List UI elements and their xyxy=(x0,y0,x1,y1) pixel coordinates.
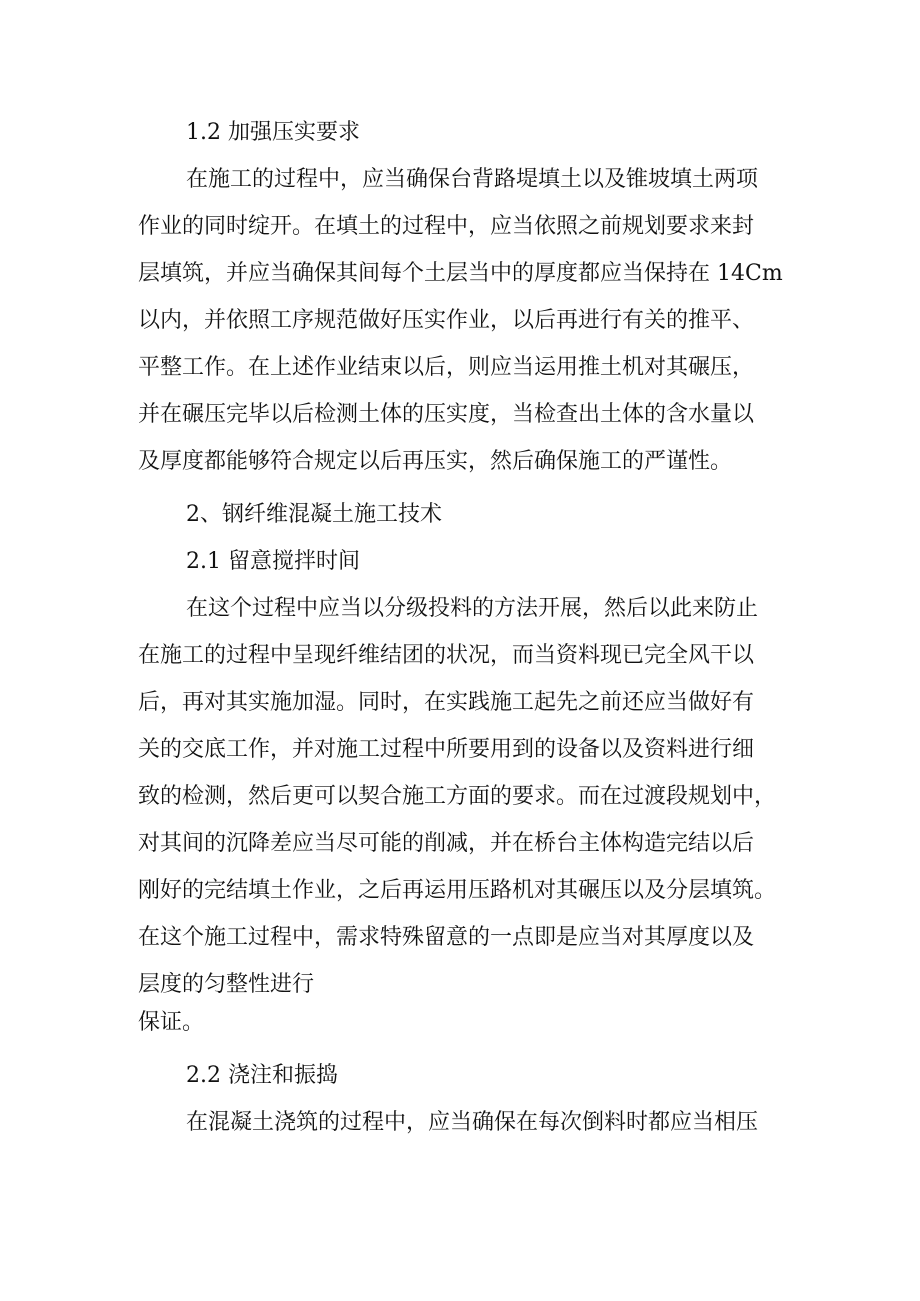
paragraph-line: 在这个过程中应当以分级投料的方法开展，然后以此来防止 xyxy=(186,596,759,621)
paragraph-line: 作业的同时绽开。在填土的过程中，应当依照之前规划要求来封 xyxy=(138,214,755,239)
paragraph-line: 在施工的过程中呈现纤维结团的状况，而当资料现已完全风干以 xyxy=(138,643,755,668)
paragraph-line: 层度的匀整性进行 xyxy=(138,972,315,997)
heading-2-1: 2.1 留意搅拌时间 xyxy=(186,549,360,574)
paragraph-line: 并在碾压完毕以后检测土体的压实度，当检查出土体的含水量以 xyxy=(138,402,755,427)
paragraph-line: 致的检测，然后更可以契合施工方面的要求。而在过渡段规划中， xyxy=(138,784,777,809)
heading-2-2: 2.2 浇注和振捣 xyxy=(186,1063,338,1088)
paragraph-line: 在这个施工过程中，需求特殊留意的一点即是应当对其厚度以及 xyxy=(138,925,755,950)
paragraph-line: 层填筑，并应当确保其间每个土层当中的厚度都应当保持在 14Cm xyxy=(138,261,783,286)
heading-2: 2、钢纤维混凝土施工技术 xyxy=(186,502,442,527)
paragraph-line: 以内，并依照工序规范做好压实作业，以后再进行有关的推平、 xyxy=(138,308,755,333)
heading-1-2: 1.2 加强压实要求 xyxy=(186,120,360,145)
paragraph-line: 平整工作。在上述作业结束以后，则应当运用推土机对其碾压， xyxy=(138,355,755,380)
paragraph-line: 在混凝土浇筑的过程中，应当确保在每次倒料时都应当相压 xyxy=(186,1110,759,1135)
paragraph-line: 后，再对其实施加湿。同时，在实践施工起先之前还应当做好有 xyxy=(138,690,755,715)
paragraph-line: 在施工的过程中，应当确保台背路堤填土以及锥坡填土两项 xyxy=(186,167,759,192)
paragraph-line: 刚好的完结填土作业，之后再运用压路机对其碾压以及分层填筑。 xyxy=(138,878,777,903)
paragraph-line: 关的交底工作，并对施工过程中所要用到的设备以及资料进行细 xyxy=(138,737,755,762)
paragraph-line: 及厚度都能够符合规定以后再压实，然后确保施工的严谨性。 xyxy=(138,449,733,474)
paragraph-line: 保证。 xyxy=(138,1010,205,1035)
paragraph-line: 对其间的沉降差应当尽可能的削减，并在桥台主体构造完结以后 xyxy=(138,831,755,856)
